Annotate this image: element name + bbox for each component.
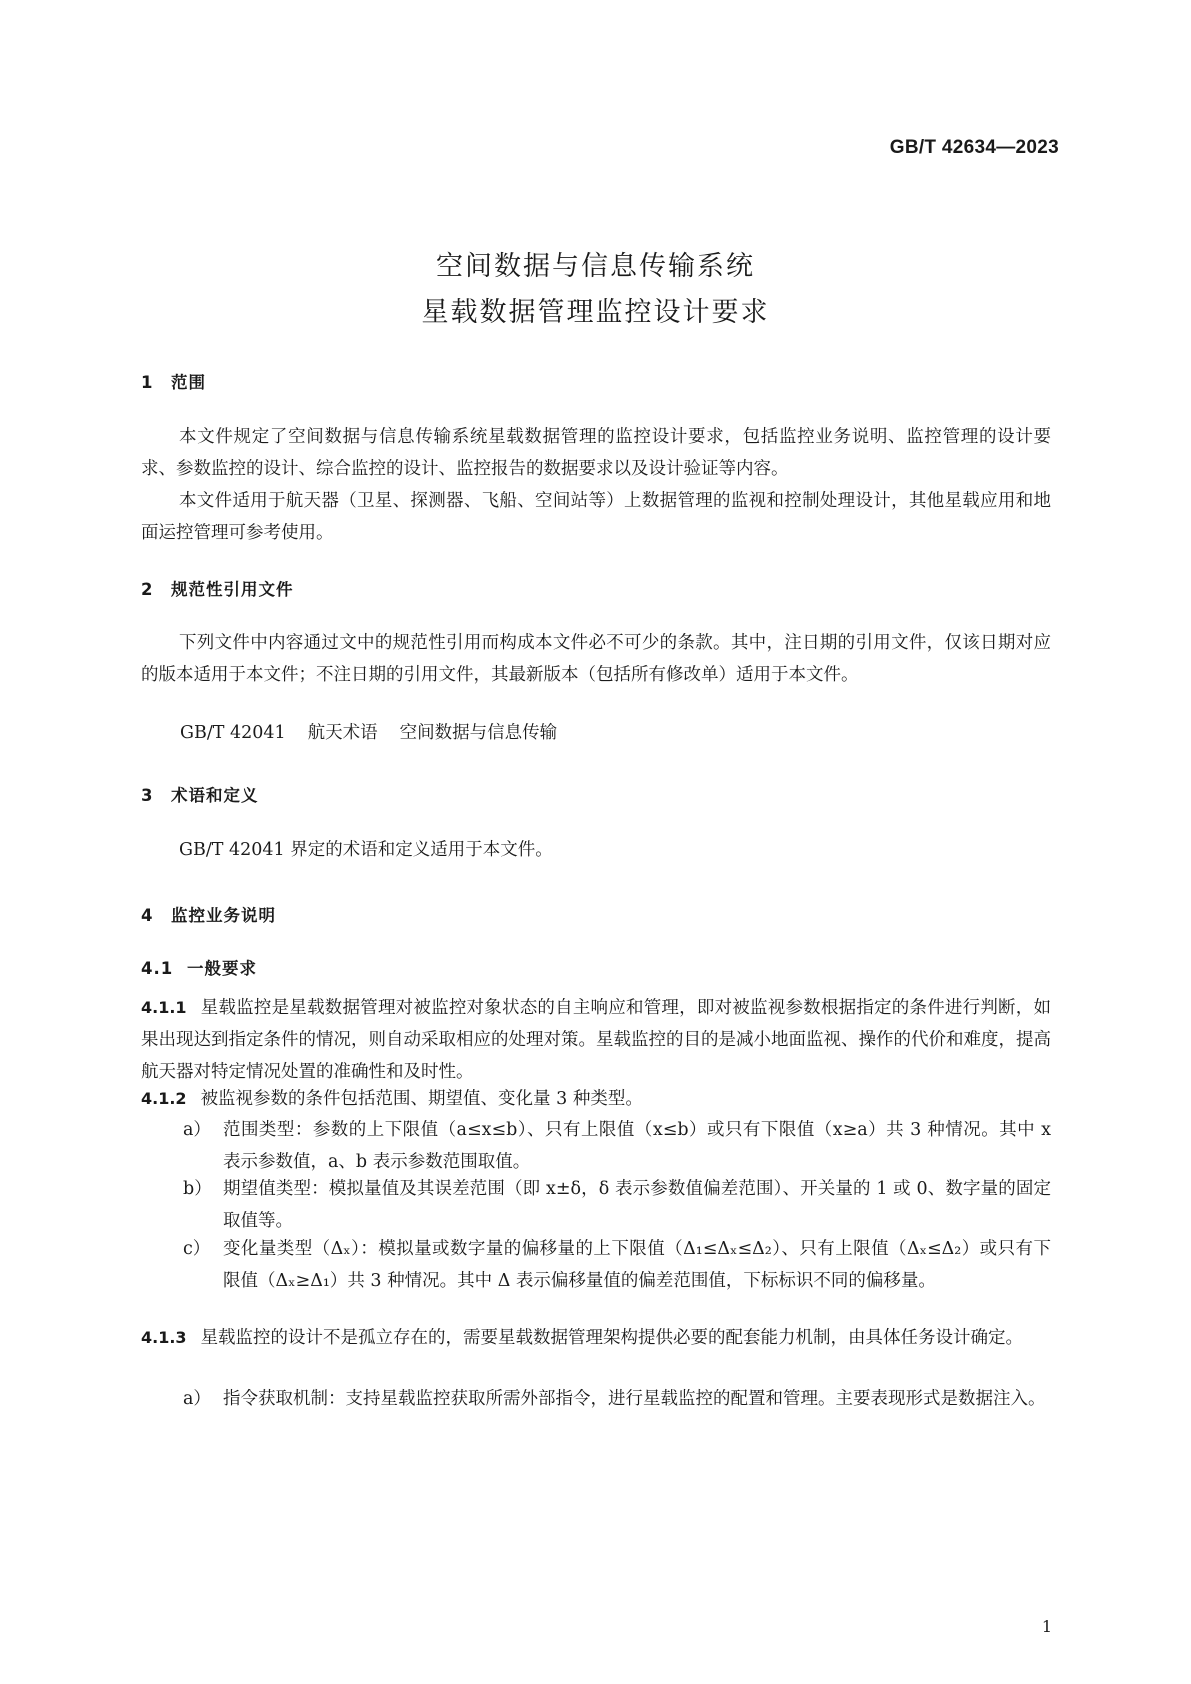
list-marker: a） [183, 1120, 211, 1140]
section-1-paragraph-2: 本文件适用于航天器（卫星、探测器、飞船、空间站等）上数据管理的监视和控制处理设计，其他星载应用和地面运控管理可参考使用。 [141, 491, 1051, 543]
section-2-paragraph-1: 下列文件中内容通过文中的规范性引用而构成本文件必不可少的条款。其中，注日期的引用文件，仅该日期对应的版本适用于本文件；不注日期的引用文件，其最新版本（包括所有修改单）适用于本文件。 [141, 633, 1051, 685]
section-number: 1 [141, 373, 154, 392]
section-title: 范围 [171, 373, 206, 392]
list-item [183, 1173, 1051, 1237]
list-item [183, 1383, 1051, 1415]
list-item-text: 指令获取机制：支持星载监控获取所需外部指令，进行星载监控的配置和管理。主要表现形式是数据注入。 [223, 1389, 1046, 1409]
clause-text: 星载监控的设计不是孤立存在的，需要星载数据管理架构提供必要的配套能力机制，由具体任务设计确定。 [200, 1328, 1024, 1348]
section-number: 4 [141, 906, 154, 925]
list-item-text: 变化量类型（Δₓ）：模拟量或数字量的偏移量的上下限值（Δ₁≤Δₓ≤Δ₂）、只有上限值（Δₓ≤Δ₂）或只有下限值（Δₓ≥Δ₁）共 3 种情况。其中 Δ 表示偏移量值的偏差范围值，下标标识不同的偏移量。 [223, 1239, 1051, 1291]
list-item-text: 范围类型：参数的上下限值（a≤x≤b）、只有上限值（x≤b）或只有下限值（x≥a）共 3 种情况。其中 x 表示参数值，a、b 表示参数范围取值。 [223, 1120, 1051, 1172]
section-number: 2 [141, 580, 154, 599]
subsection-number: 4.1 [141, 959, 174, 978]
page-number: 1 [1041, 1617, 1052, 1636]
document-title-line-1: 空间数据与信息传输系统 [436, 251, 755, 282]
section-3-paragraph-1: GB/T 42041 界定的术语和定义适用于本文件。 [179, 840, 553, 860]
clause-number: 4.1.2 [141, 1089, 187, 1108]
clause-text: 星载监控是星载数据管理对被监控对象状态的自主响应和管理，即对被监视参数根据指定的条件进行判断，如果出现达到指定条件的情况，则自动采取相应的处理对策。星载监控的目的是减小地面监视、操作的代价和难度，提高航天器对特定情况处置的准确性和及时性。 [141, 998, 1051, 1082]
clause-text: 被监视参数的条件包括范围、期望值、变化量 3 种类型。 [200, 1089, 643, 1109]
section-4-heading [141, 902, 276, 926]
subsection-title: 一般要求 [187, 959, 257, 978]
clause-number: 4.1.3 [141, 1328, 187, 1347]
clause-4-1-2 [141, 1083, 1051, 1115]
section-title: 规范性引用文件 [171, 580, 294, 599]
section-number: 3 [141, 786, 154, 805]
list-marker: c） [183, 1239, 211, 1259]
subsection-4-1-heading [141, 955, 257, 979]
clause-number: 4.1.1 [141, 998, 187, 1017]
reference-code: GB/T 42041 [180, 723, 286, 743]
list-marker: b） [183, 1179, 212, 1199]
section-title: 术语和定义 [171, 786, 259, 805]
clause-4-1-1 [141, 992, 1051, 1088]
section-3-heading [141, 782, 259, 806]
section-1-paragraph-1: 本文件规定了空间数据与信息传输系统星载数据管理的监控设计要求，包括监控业务说明、监控管理的设计要求、参数监控的设计、综合监控的设计、监控报告的数据要求以及设计验证等内容。 [141, 427, 1051, 479]
section-title: 监控业务说明 [171, 906, 276, 925]
normative-reference [180, 717, 579, 749]
document-title-line-2: 星载数据管理监控设计要求 [421, 297, 770, 328]
list-marker: a） [183, 1389, 211, 1409]
reference-title-part-1: 航天术语 [307, 723, 378, 743]
clause-4-1-3 [141, 1322, 1051, 1354]
list-item [183, 1233, 1051, 1297]
reference-title-part-2: 空间数据与信息传输 [399, 723, 558, 743]
list-item [183, 1114, 1051, 1178]
section-2-heading [141, 576, 294, 600]
list-item-text: 期望值类型：模拟量值及其误差范围（即 x±δ，δ 表示参数值偏差范围）、开关量的 1 或 0、数字量的固定取值等。 [223, 1179, 1051, 1231]
section-1-heading [141, 369, 206, 393]
standard-code: GB/T 42634—2023 [889, 137, 1059, 158]
